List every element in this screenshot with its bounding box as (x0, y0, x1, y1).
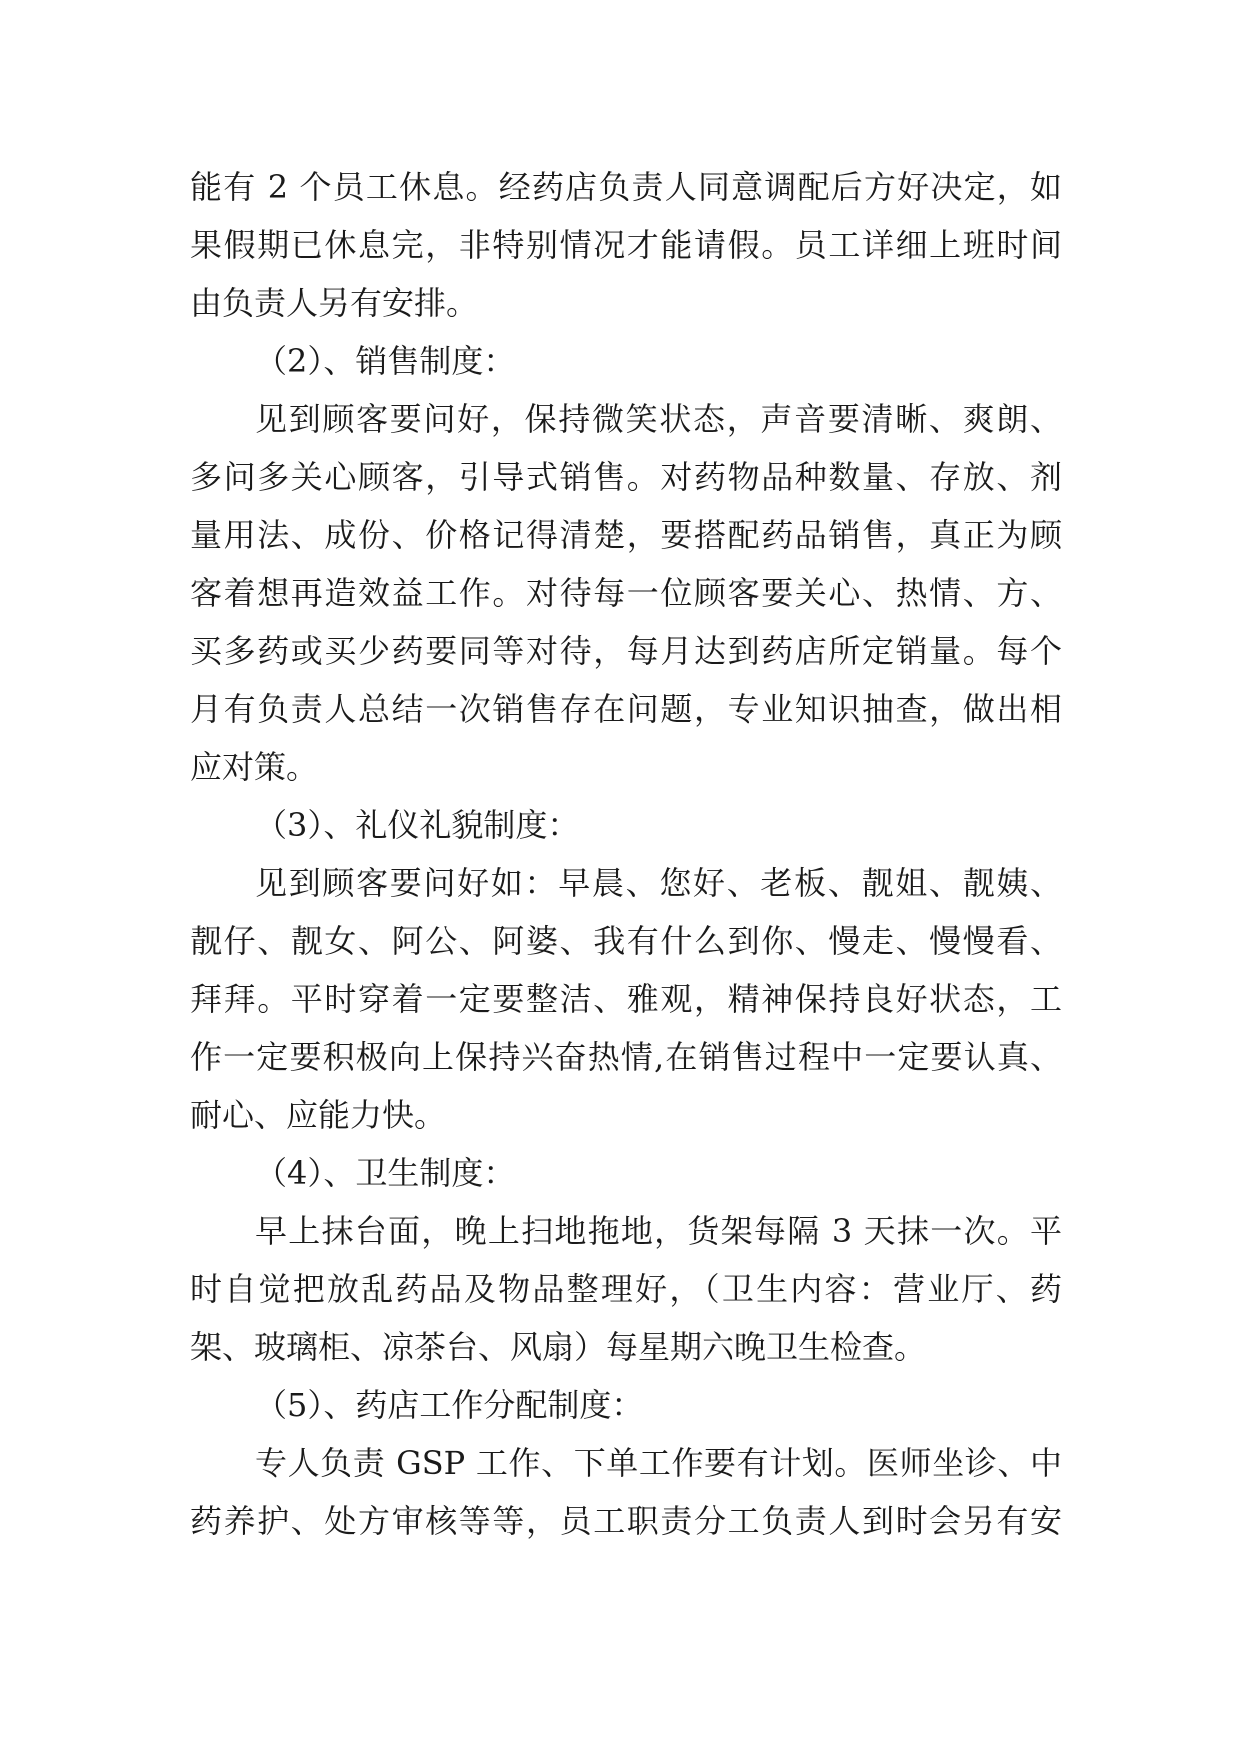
text-line-11: 应对策。 (190, 748, 319, 786)
text-line-9: 买多药或买少药要同等对待，每月达到药店所定销量。每个 (190, 632, 1062, 670)
text-line-8: 客着想再造效益工作。对待每一位顾客要关心、热情、方、 (190, 574, 1062, 612)
text-line-6: 多问多关心顾客，引导式销售。对药物品种数量、存放、剂 (190, 458, 1062, 496)
section-heading-sales: （2）、销售制度： (255, 342, 516, 380)
text-line-24: 药养护、处方审核等等，员工职责分工负责人到时会另有安 (190, 1502, 1062, 1540)
text-line-1: 能有 2 个员工休息。经药店负责人同意调配后方好决定，如 (190, 168, 1062, 206)
text-line-5: 见到顾客要问好，保持微笑状态，声音要清晰、爽朗、 (255, 400, 1062, 438)
text-line-19: 早上抹台面，晚上扫地拖地，货架每隔 3 天抹一次。平 (255, 1212, 1062, 1250)
text-line-2: 果假期已休息完，非特别情况才能请假。员工详细上班时间 (190, 226, 1062, 264)
section-heading-etiquette: （3）、礼仪礼貌制度： (255, 806, 580, 844)
text-line-15: 拜拜。平时穿着一定要整洁、雅观，精神保持良好状态，工 (190, 980, 1062, 1018)
text-line-10: 月有负责人总结一次销售存在问题，专业知识抽查，做出相 (190, 690, 1062, 728)
section-heading-work-allocation: （5）、药店工作分配制度： (255, 1386, 644, 1424)
text-line-13: 见到顾客要问好如：早晨、您好、老板、靓姐、靓姨、 (255, 864, 1062, 902)
text-line-16: 作一定要积极向上保持兴奋热情,在销售过程中一定要认真、 (190, 1038, 1062, 1076)
text-line-3: 由负责人另有安排。 (190, 284, 479, 322)
text-line-7: 量用法、成份、价格记得清楚，要搭配药品销售，真正为顾 (190, 516, 1062, 554)
text-line-17: 耐心、应能力快。 (190, 1096, 447, 1134)
text-line-21: 架、玻璃柜、凉茶台、风扇）每星期六晚卫生检查。 (190, 1328, 927, 1366)
text-line-20: 时自觉把放乱药品及物品整理好，（卫生内容：营业厅、药 (190, 1270, 1062, 1308)
section-heading-hygiene: （4）、卫生制度： (255, 1154, 516, 1192)
text-line-14: 靓仔、靓女、阿公、阿婆、我有什么到你、慢走、慢慢看、 (190, 922, 1062, 960)
text-line-23: 专人负责 GSP 工作、下单工作要有计划。医师坐诊、中 (255, 1444, 1062, 1482)
